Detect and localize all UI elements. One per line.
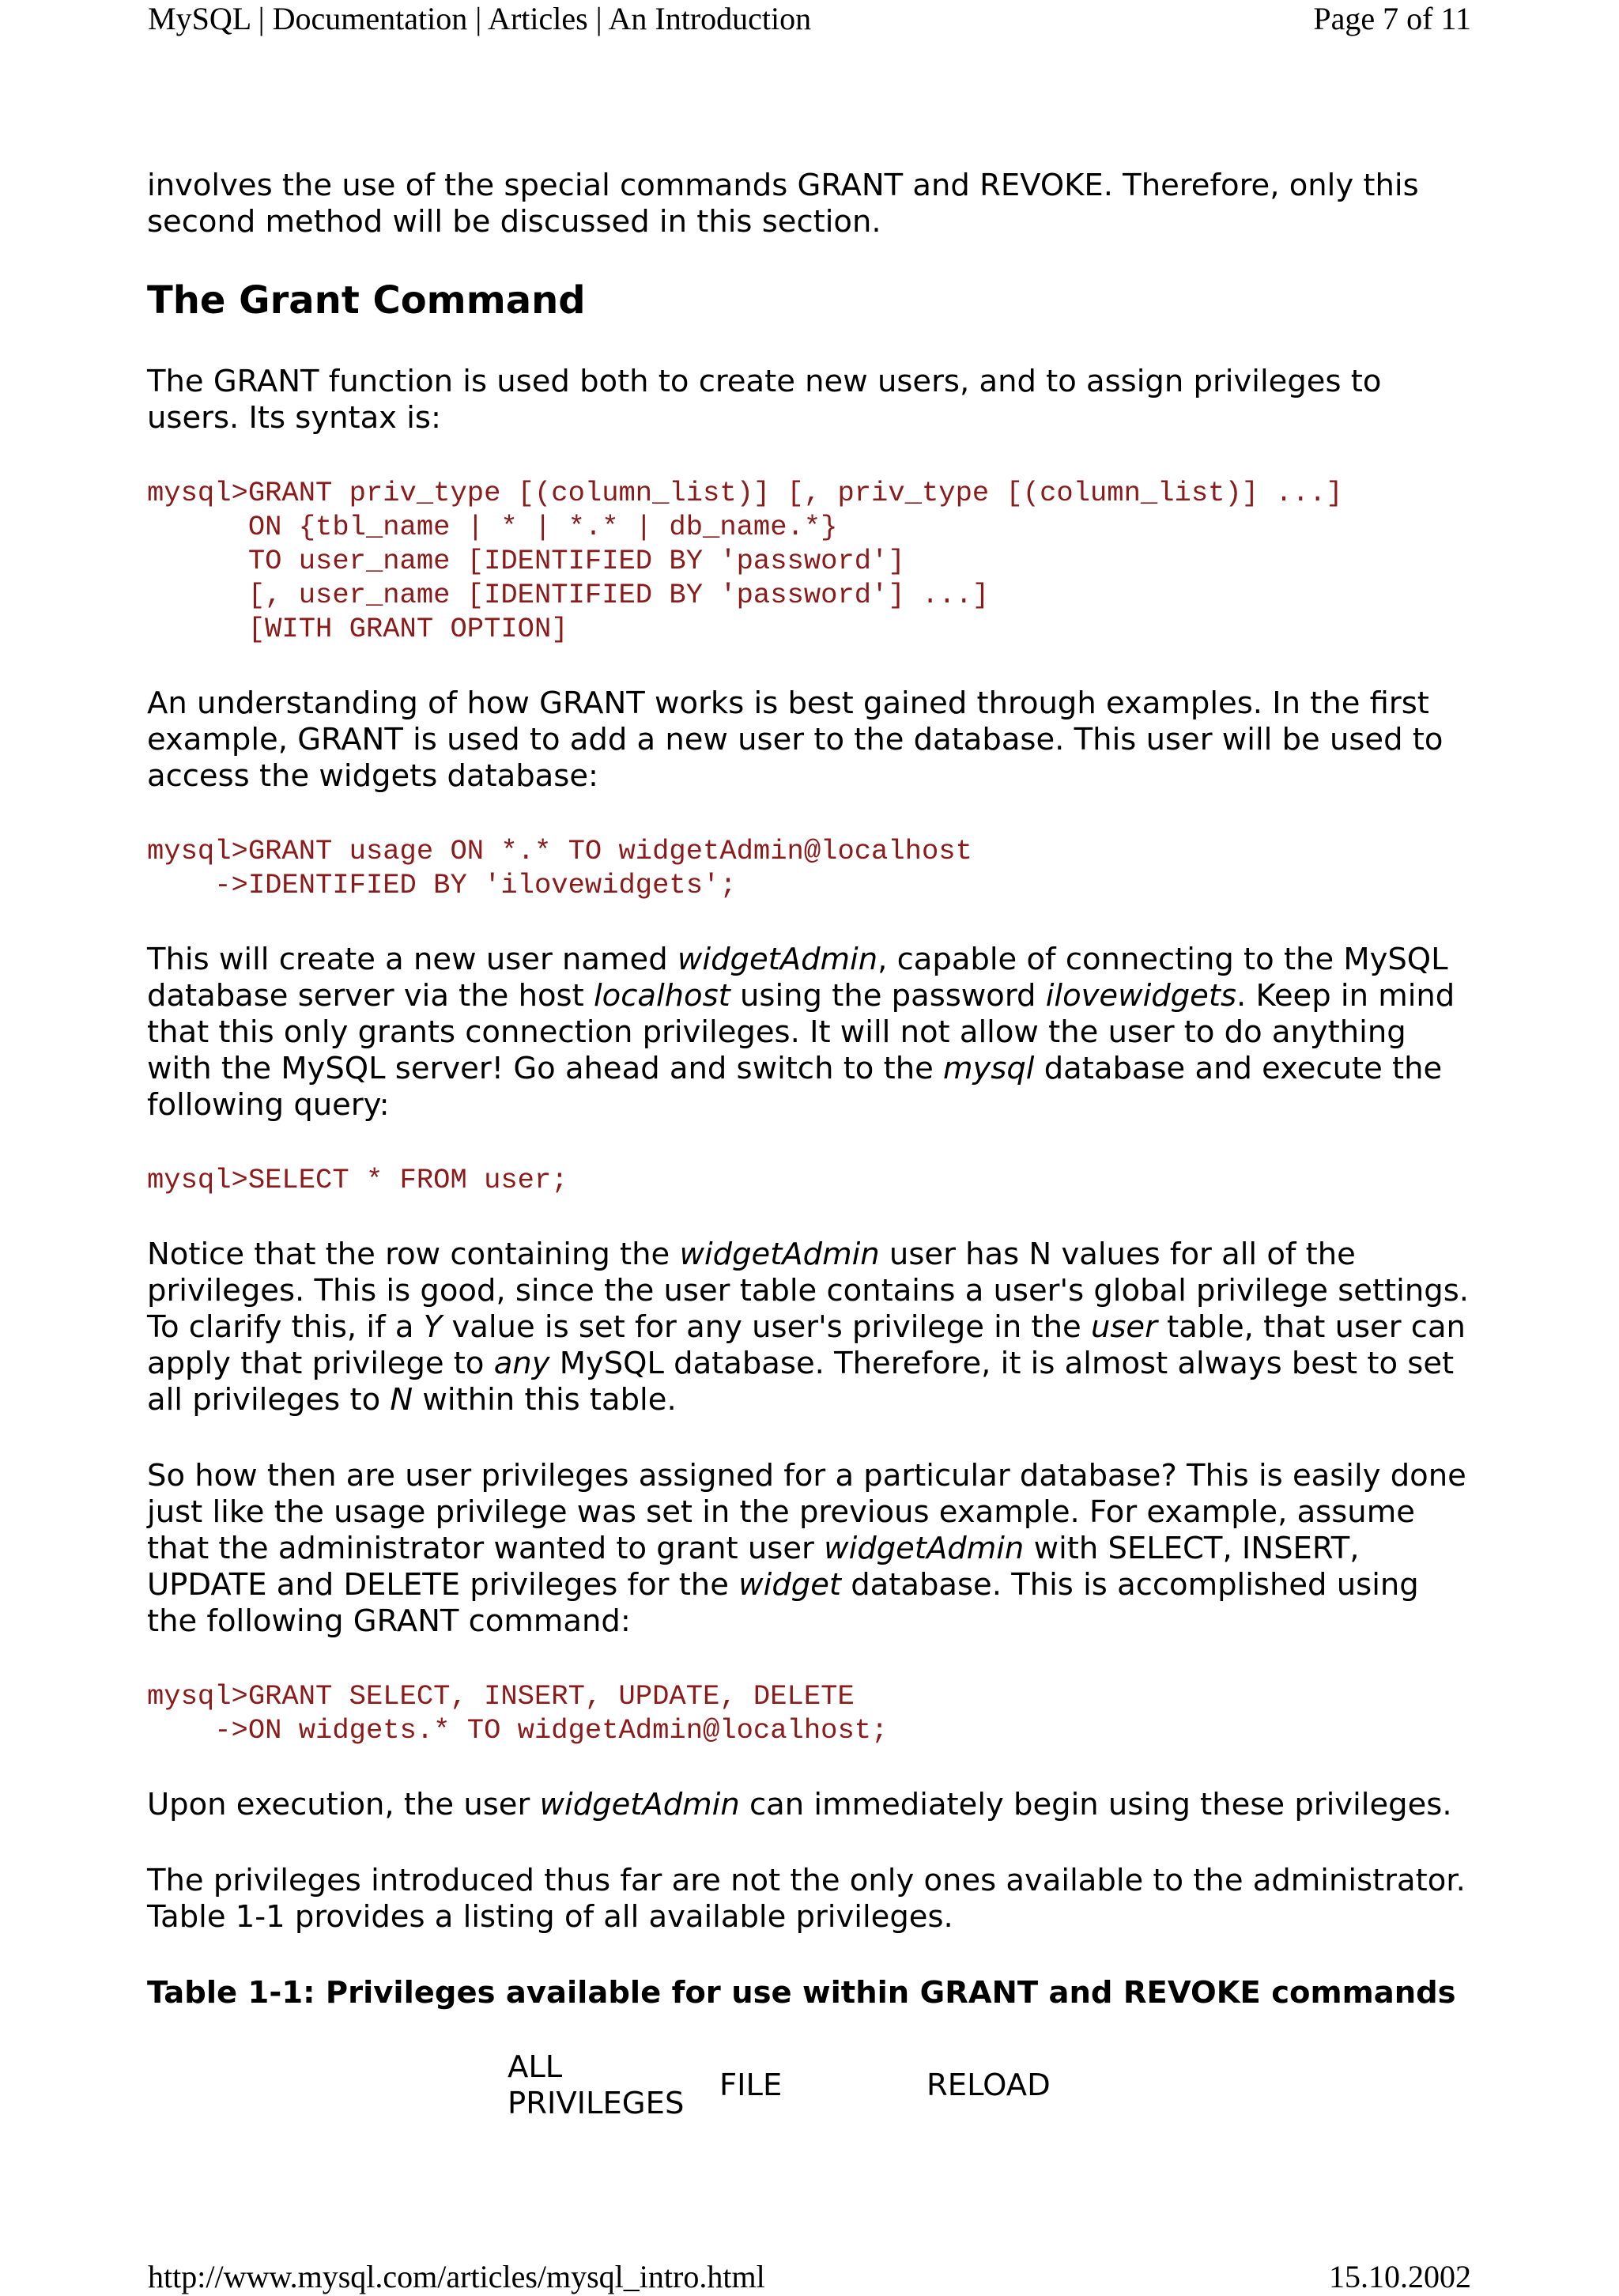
table-cell: FILE bbox=[719, 2068, 783, 2103]
code-line: ->ON widgets.* TO widgetAdmin@localhost; bbox=[147, 1714, 889, 1747]
grant-syntax-code bbox=[147, 476, 1475, 646]
grant-description: The GRANT function is used both to create new users, and to assign privileges to users. Its syntax is: bbox=[147, 364, 1382, 436]
page-header bbox=[148, 0, 1471, 38]
privileges-table bbox=[508, 2049, 1475, 2122]
header-breadcrumb: MySQL | Documentation | Articles | An Introduction bbox=[148, 1, 812, 36]
page-number: Page 7 of 11 bbox=[1313, 1, 1471, 36]
create-user-paragraph: This will create a new user named widgetAdmin, capable of connecting to the MySQL database server via the host localhost using the password ilovewidgets. Keep in mind that this only grants connection privileges. It will not allow the user to do anything with the MySQL server! Go ahead and switch to the mysql database and execute the following query: bbox=[147, 942, 1455, 1123]
examples-paragraph: An understanding of how GRANT works is best gained through examples. In the first example, GRANT is used to add a new user to the database. This user will be used to access the widgets database: bbox=[147, 685, 1444, 794]
grant-privileges-code bbox=[147, 1679, 1475, 1747]
intro-paragraph: involves the use of the special commands GRANT and REVOKE. Therefore, only this second method will be discussed in this section. bbox=[147, 168, 1419, 240]
execution-paragraph: Upon execution, the user widgetAdmin can immediately begin using these privileges. bbox=[147, 1787, 1452, 1822]
code-line: [, user_name [IDENTIFIED BY 'password'] ...] bbox=[147, 579, 990, 611]
table-cell: RELOAD bbox=[926, 2068, 1051, 2103]
database-privileges-paragraph: So how then are user privileges assigned for a particular database? This is easily done just like the usage privilege was set in the previous example. For example, assume that the administrator wanted to grant user widgetAdmin with SELECT, INSERT, UPDATE and DELETE privileges for the widget database. This is accomplished using the following GRANT command: bbox=[147, 1458, 1466, 1639]
code-line: TO user_name [IDENTIFIED BY 'password'] bbox=[147, 545, 905, 577]
grant-usage-code bbox=[147, 834, 1475, 902]
section-heading: The Grant Command bbox=[147, 278, 586, 323]
table-cell: ALL PRIVILEGES bbox=[508, 2049, 685, 2121]
code-line: mysql>SELECT * FROM user; bbox=[147, 1164, 568, 1196]
code-line: mysql>GRANT priv_type [(column_list)] [, priv_type [(column_list)] ...] bbox=[147, 477, 1343, 509]
code-line: ON {tbl_name | * | *.* | db_name.*} bbox=[147, 511, 838, 543]
table-intro-paragraph: The privileges introduced thus far are not the only ones available to the administrator. Table 1-1 provides a listing of all available privileges. bbox=[147, 1863, 1466, 1935]
table-caption: Table 1-1: Privileges available for use within GRANT and REVOKE commands bbox=[147, 1975, 1456, 2011]
privileges-explanation-paragraph: Notice that the row containing the widgetAdmin user has N values for all of the privileges. This is good, since the user table contains a user's global privilege settings. To clarify this, if a Y value is set for any user's privilege in the user table, that user can apply that privilege to any MySQL database. Therefore, it is almost always best to set all privileges to N within this table. bbox=[147, 1237, 1469, 1418]
code-line: [WITH GRANT OPTION] bbox=[147, 613, 568, 645]
article-content bbox=[147, 168, 1475, 2122]
page-footer bbox=[148, 2258, 1471, 2296]
footer-url: http://www.mysql.com/articles/mysql_intro.html bbox=[148, 2259, 765, 2294]
code-line: mysql>GRANT SELECT, INSERT, UPDATE, DELETE bbox=[147, 1680, 855, 1713]
code-line: mysql>GRANT usage ON *.* TO widgetAdmin@localhost bbox=[147, 835, 972, 867]
code-line: ->IDENTIFIED BY 'ilovewidgets'; bbox=[147, 869, 737, 901]
select-user-code bbox=[147, 1163, 1475, 1197]
footer-date: 15.10.2002 bbox=[1329, 2259, 1471, 2294]
